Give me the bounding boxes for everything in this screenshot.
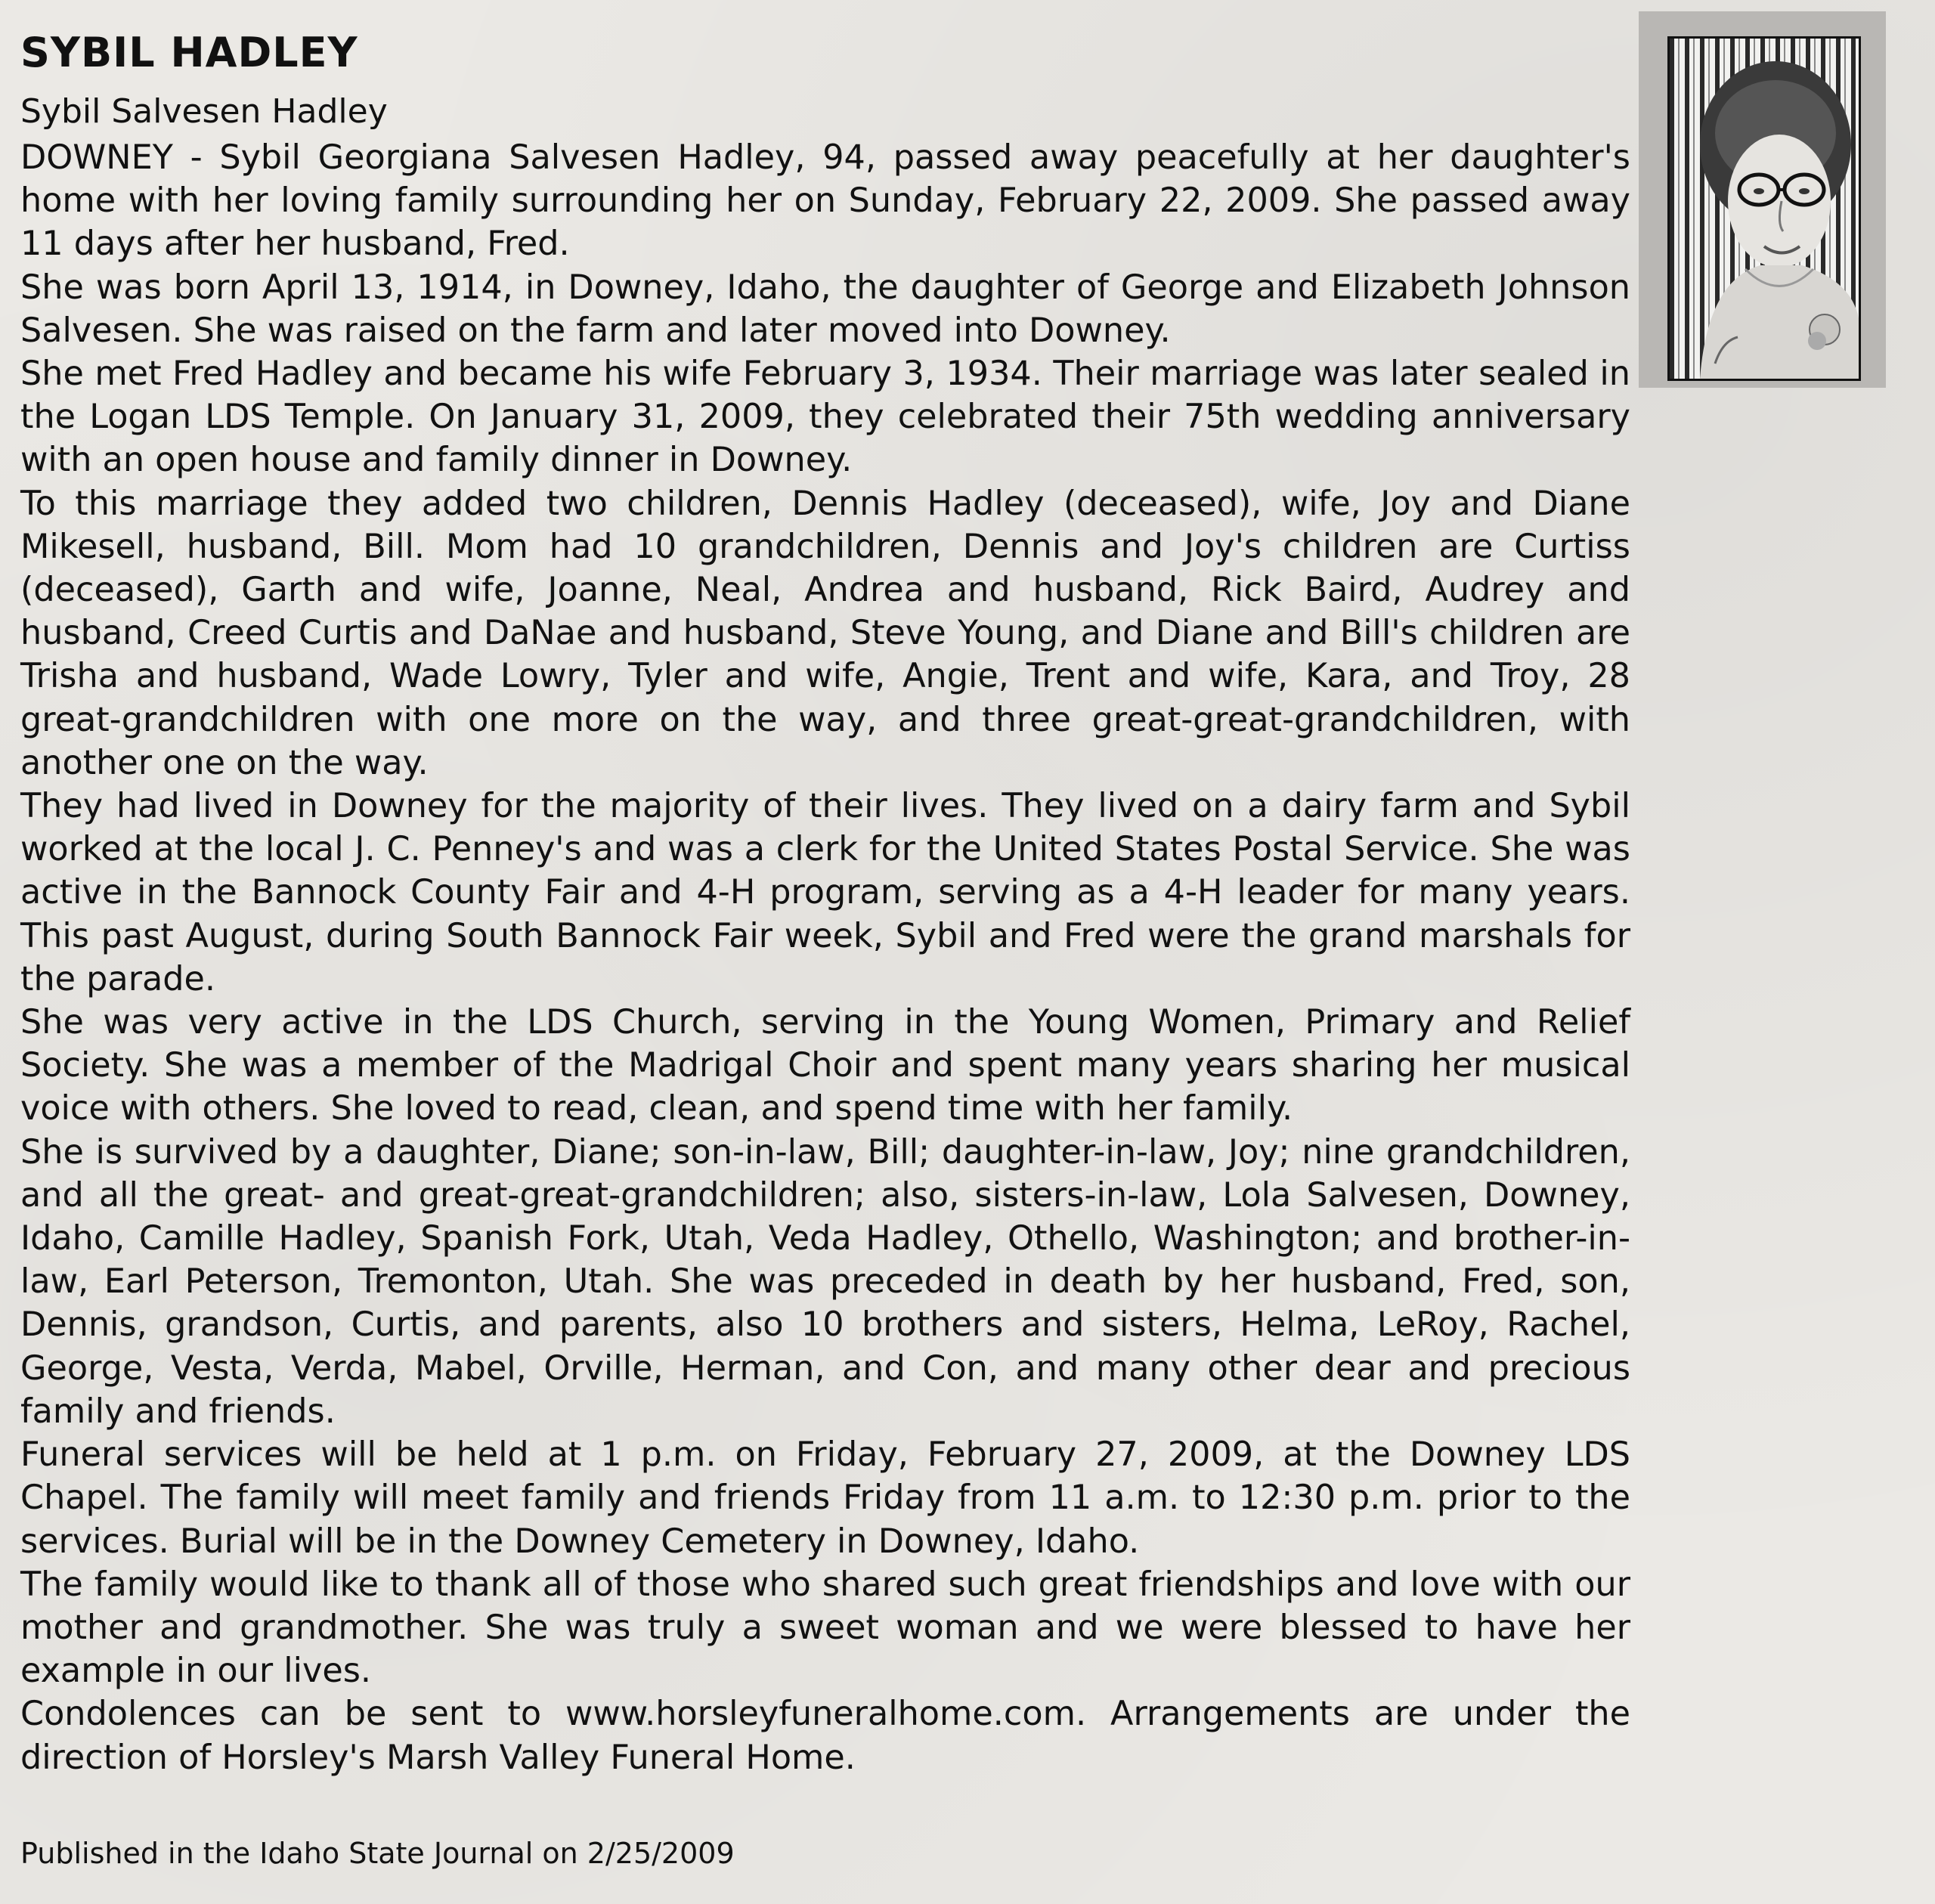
portrait-illustration — [1670, 39, 1859, 379]
portrait-photo — [1667, 36, 1861, 381]
paragraph-condolences: Condolences can be sent to www.horsleyfuneralhome.com. Arrangements are under the direction of Horsley's Marsh Valley Funeral Home. — [20, 1695, 1630, 1777]
paragraph-thanks: The family would like to thank all of those who shared such great friendships and love with our mother and grandmother. She was truly a sweet woman and we were blessed to have her example in our lives. — [20, 1565, 1630, 1691]
page-title: SYBIL HADLEY — [20, 29, 358, 76]
paragraph-life: They had lived in Downey for the majority of their lives. They lived on a dairy farm and Sybil worked at the local J. C. Penney's and was a clerk for the United States Postal Service. She was active in the Bannock County Fair and 4-H program, serving as a 4-H leader for many years. This past August, during South Bannock Fair week, Sybil and Fred were the grand marshals for the parade. — [20, 787, 1630, 998]
full-name: Sybil Salvesen Hadley — [20, 92, 388, 131]
obituary-body — [20, 136, 1630, 1779]
paragraph-children: To this marriage they added two children, Dennis Hadley (deceased), wife, Joy and Diane Mikesell, husband, Bill. Mom had 10 grandchildren, Dennis and Joy's children are Curtiss (deceased), Garth and wife, Joanne, Neal, Andrea and husband, Rick Baird, Audrey and husband, Creed Curtis and DaNae and husband, Steve Young, and Diane and Bill's children are Trisha and husband, Wade Lowry, Tyler and wife, Angie, Trent and wife, Kara, and Troy, 28 great-grandchildren with one more on the way, and three great-great-grandchildren, with another one on the way. — [20, 484, 1630, 782]
portrait-frame — [1639, 11, 1886, 388]
paragraph-funeral: Funeral services will be held at 1 p.m. on Friday, February 27, 2009, at the Downey LDS Chapel. The family will meet family and friends Friday from 11 a.m. to 12:30 p.m. prior to the services. Burial will be in the Downey Cemetery in Downey, Idaho. — [20, 1435, 1630, 1561]
paragraph-marriage: She met Fred Hadley and became his wife February 3, 1934. Their marriage was later sealed in the Logan LDS Temple. On January 31, 2009, they celebrated their 75th wedding anniversary with an open house and family dinner in Downey. — [20, 354, 1630, 480]
paragraph-church: She was very active in the LDS Church, serving in the Young Women, Primary and Relief Society. She was a member of the Madrigal Choir and spent many years sharing her musical voice with others. She loved to read, clean, and spend time with her family. — [20, 1003, 1630, 1128]
paragraph-birth: She was born April 13, 1914, in Downey, Idaho, the daughter of George and Elizabeth Johnson Salvesen. She was raised on the farm and later moved into Downey. — [20, 268, 1630, 350]
paragraph-death-notice: DOWNEY - Sybil Georgiana Salvesen Hadley, 94, passed away peacefully at her daughter's home with her loving family surrounding her on Sunday, February 22, 2009. She passed away 11 days after her husband, Fred. — [20, 138, 1630, 264]
paragraph-survivors: She is survived by a daughter, Diane; son-in-law, Bill; daughter-in-law, Joy; nine grandchildren, and all the great- and great-great-grandchildren; also, sisters-in-law, Lola Salvesen, Downey, Idaho, Camille Hadley, Spanish Fork, Utah, Veda Hadley, Othello, Washington; and brother-in-law, Earl Peterson, Tremonton, Utah. She was preceded in death by her husband, Fred, son, Dennis, grandson, Curtis, and parents, also 10 brothers and sisters, Helma, LeRoy, Rachel, George, Vesta, Verda, Mabel, Orville, Herman, and Con, and many other dear and precious family and friends. — [20, 1132, 1630, 1431]
publication-credit: Published in the Idaho State Journal on 2/25/2009 — [20, 1837, 735, 1870]
